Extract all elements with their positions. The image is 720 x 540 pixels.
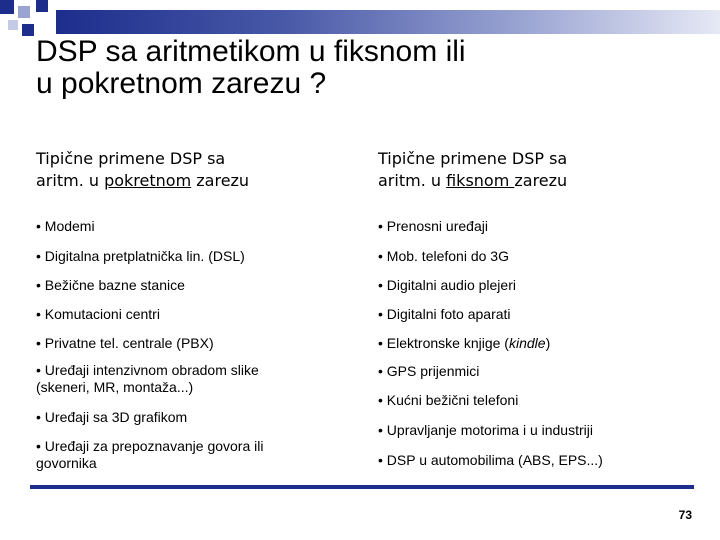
left-heading-underlined: pokretnom: [104, 171, 192, 190]
left-heading-prefix: aritm. u: [36, 171, 105, 190]
title-line-2: u pokretnom zarezu ?: [36, 67, 327, 100]
list-item: • Digitalna pretplatnička lin. (DSL): [36, 248, 245, 264]
list-item: • Komutacioni centri: [36, 306, 160, 322]
footer-rule: [30, 485, 694, 489]
list-item: • Modemi: [36, 218, 95, 234]
list-item: • Digitalni foto aparati: [378, 306, 511, 322]
right-heading-prefix: aritm. u: [378, 171, 447, 190]
decor-square: [36, 0, 48, 12]
list-item: • Uređaji intenzivnom obradom slike (skeneri, MR, montaža...): [36, 362, 259, 395]
list-item: • Uređaji za prepoznavanje govora ili govornika: [36, 438, 264, 471]
list-item-text-close: ): [545, 335, 551, 351]
list-item: • Prenosni uređaji: [378, 218, 488, 234]
list-item: • Privatne tel. centrale (PBX): [36, 335, 214, 351]
left-heading-suffix: zarezu: [191, 171, 250, 190]
decor-square: [0, 0, 14, 14]
kindle-word: kindle: [508, 335, 546, 351]
header-gradient-bar: [56, 10, 720, 34]
list-item-text: • Elektronske knjige (: [378, 335, 509, 351]
slide-title: [36, 36, 696, 100]
right-heading-suffix: zarezu: [514, 171, 568, 190]
decor-square: [8, 20, 18, 30]
right-heading-line-1: Tipične primene DSP sa: [378, 149, 568, 168]
list-item: • GPS prijenmici: [378, 363, 480, 379]
list-item: • Kućni bežični telefoni: [378, 392, 519, 408]
right-column: [378, 148, 668, 468]
right-heading-underlined: fiksnom: [446, 171, 515, 190]
decor-square: [18, 6, 30, 18]
list-item: • Bežične bazne stanice: [36, 277, 185, 293]
list-item: • Upravljanje motorima i u industriji: [378, 422, 593, 438]
left-column: [36, 148, 326, 471]
decor-square: [22, 24, 34, 36]
left-heading-line-1: Tipične primene DSP sa: [36, 149, 226, 168]
left-column-heading: [36, 148, 326, 192]
list-item: • Uređaji sa 3D grafikom: [36, 409, 188, 425]
list-item: • Mob. telefoni do 3G: [378, 248, 509, 264]
list-item: • Digitalni audio plejeri: [378, 277, 516, 293]
right-column-heading: [378, 148, 668, 192]
list-item: • DSP u automobilima (ABS, EPS...): [378, 452, 603, 468]
list-item: [378, 335, 658, 352]
title-line-1: DSP sa aritmetikom u fiksnom ili: [36, 35, 466, 68]
page-number: 73: [678, 508, 692, 522]
